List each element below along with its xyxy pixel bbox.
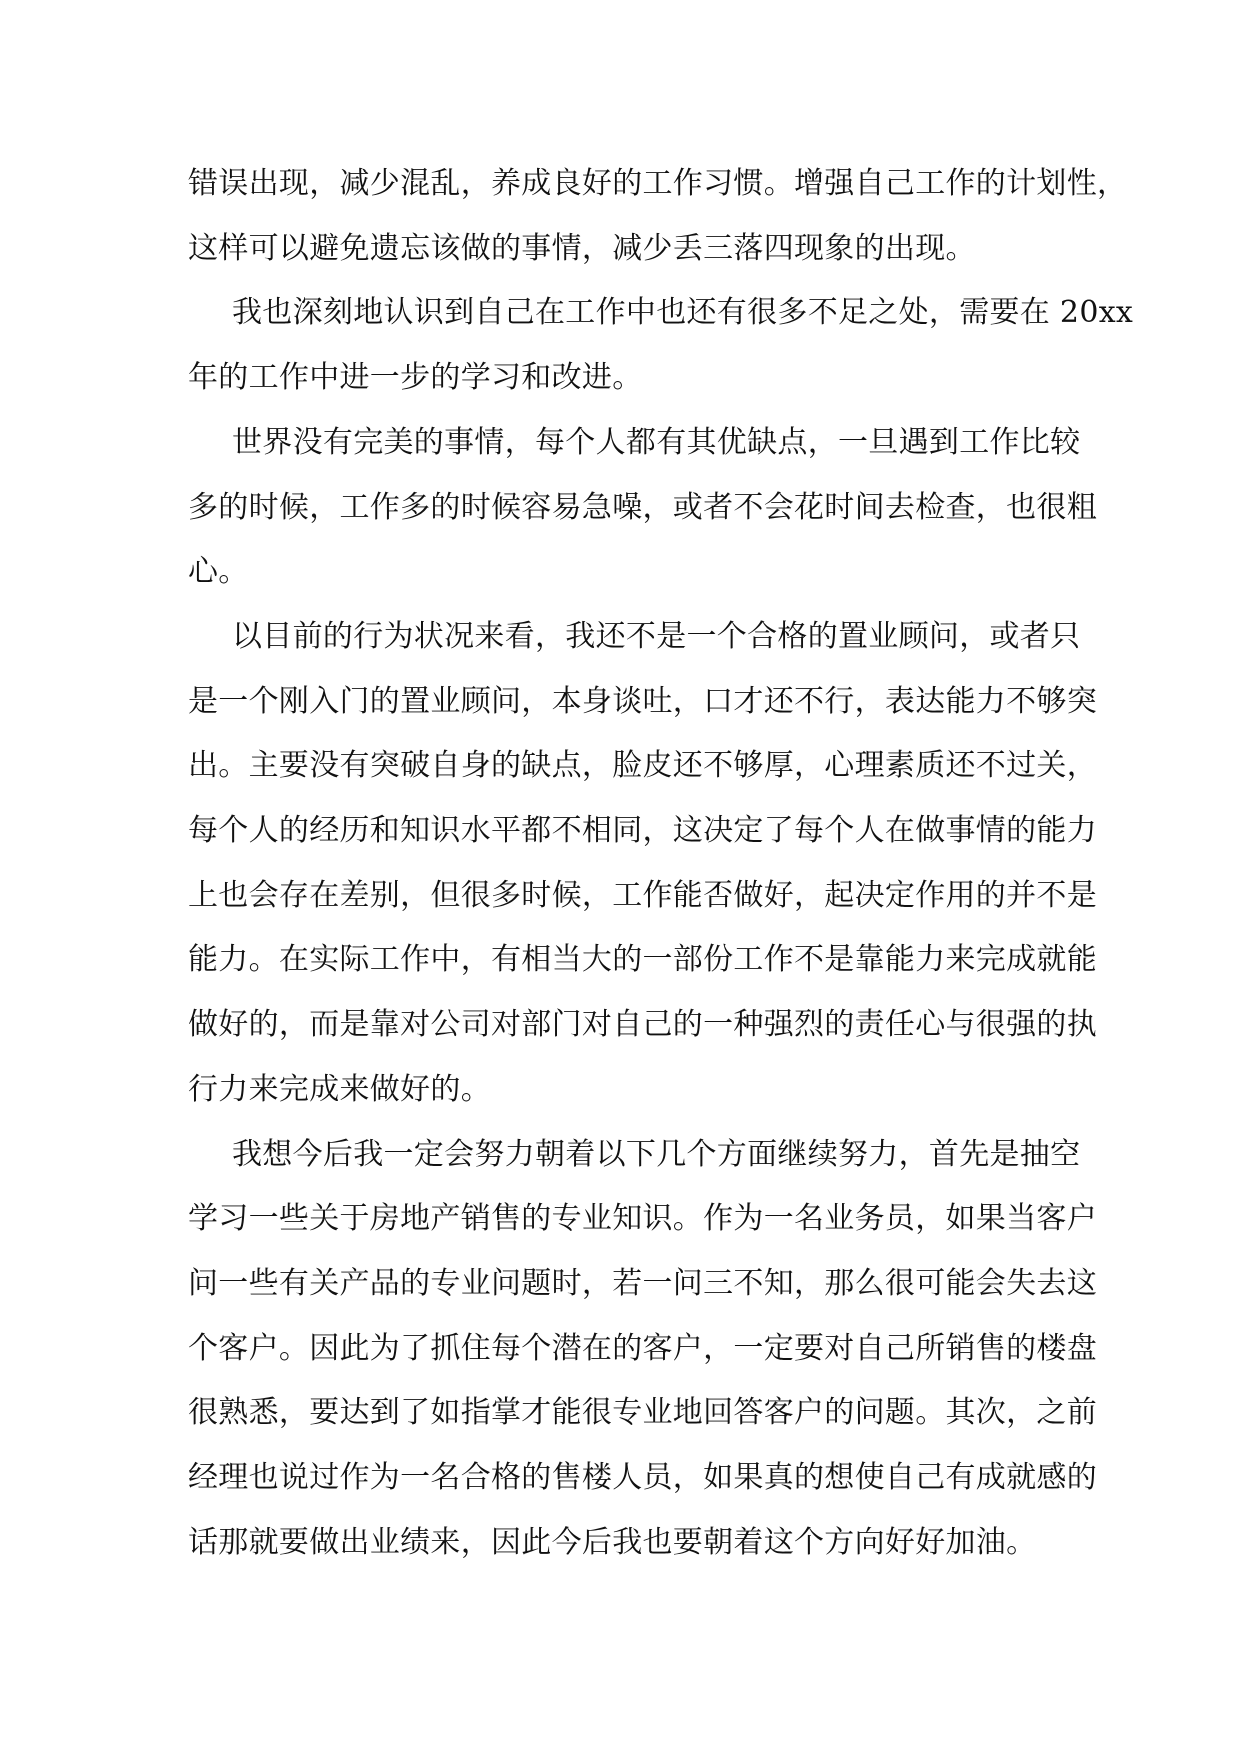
text-line: 年的工作中进一步的学习和改进。	[188, 360, 643, 396]
text-line: 经理也说过作为一名合格的售楼人员，如果真的想使自己有成就感的	[188, 1460, 1097, 1496]
text-line: 个客户。因此为了抓住每个潜在的客户，一定要对自己所销售的楼盘	[188, 1330, 1097, 1366]
paragraph-1	[188, 152, 1128, 281]
text-line: 能力。在实际工作中，有相当大的一部份工作不是靠能力来完成就能	[188, 942, 1097, 978]
text-line: 错误出现，减少混乱，养成良好的工作习惯。增强自己工作的计划性，	[188, 166, 1128, 201]
text-line: 是一个刚入门的置业顾问，本身谈吐，口才还不行，表达能力不够突	[188, 683, 1097, 719]
text-line: 世界没有完美的事情，每个人都有其优缺点，一旦遇到工作比较	[232, 424, 1081, 460]
text-line: 这样可以避免遗忘该做的事情，减少丢三落四现象的出现。	[188, 230, 976, 266]
text-line: 行力来完成来做好的。	[188, 1071, 491, 1107]
text-line: 出。主要没有突破自身的缺点，脸皮还不够厚，心理素质还不过关，	[188, 748, 1097, 784]
text-line: 我也深刻地认识到自己在工作中也还有很多不足之处，需要在 20xx	[232, 295, 1134, 331]
paragraph-2	[188, 281, 1134, 410]
text-line: 每个人的经历和知识水平都不相同，这决定了每个人在做事情的能力	[188, 813, 1097, 849]
document-body	[188, 152, 1134, 1575]
paragraph-4	[188, 605, 1097, 1123]
text-line: 上也会存在差别，但很多时候，工作能否做好，起决定作用的并不是	[188, 877, 1097, 913]
paragraph-3	[188, 411, 1097, 605]
text-line: 心。	[188, 554, 249, 590]
text-line: 以目前的行为状况来看，我还不是一个合格的置业顾问，或者只	[232, 618, 1081, 654]
text-line: 学习一些关于房地产销售的专业知识。作为一名业务员，如果当客户	[188, 1201, 1097, 1237]
text-line: 多的时候，工作多的时候容易急噪，或者不会花时间去检查，也很粗	[188, 489, 1097, 525]
text-line: 做好的，而是靠对公司对部门对自己的一种强烈的责任心与很强的执	[188, 1007, 1097, 1043]
text-line: 很熟悉，要达到了如指掌才能很专业地回答客户的问题。其次，之前	[188, 1395, 1097, 1431]
paragraph-5	[188, 1123, 1097, 1576]
text-line: 问一些有关产品的专业问题时，若一问三不知，那么很可能会失去这	[188, 1265, 1097, 1301]
text-line: 我想今后我一定会努力朝着以下几个方面继续努力，首先是抽空	[232, 1136, 1081, 1172]
text-line: 话那就要做出业绩来，因此今后我也要朝着这个方向好好加油。	[188, 1524, 1037, 1560]
